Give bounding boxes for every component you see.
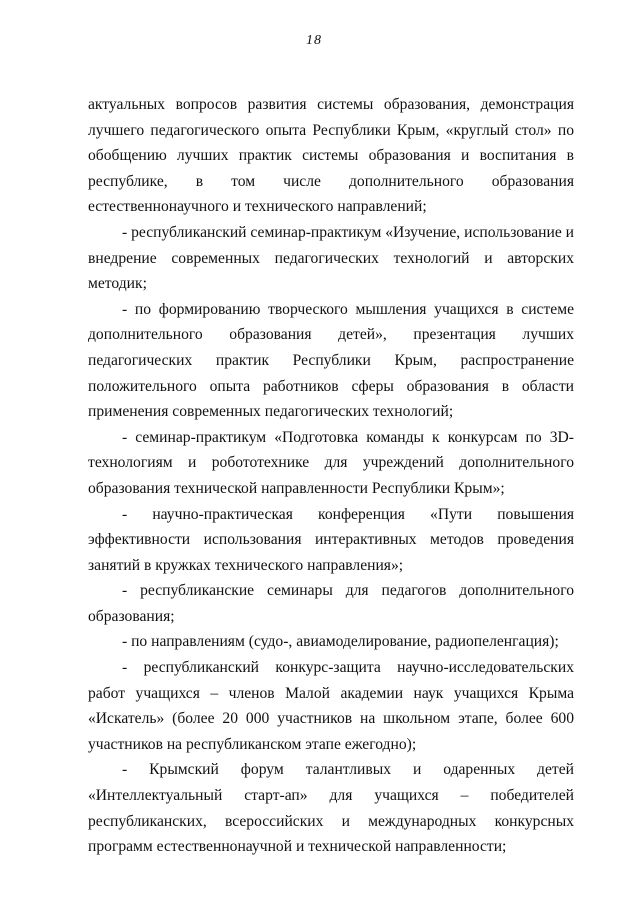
- page-number: 18: [306, 33, 322, 48]
- paragraph-directions: - по направлениям (судо-, авиамоделирование, радиопеленгация);: [122, 633, 559, 651]
- paragraph-conference: - научно-практическая конференция «Пути повышения эффективности использования интерактивных методов проведения занятий в кружках технического направления»;: [88, 505, 574, 574]
- paragraph-continuation: актуальных вопросов развития системы образования, демонстрация лучшего педагогического опыта Республики Крым, «круглый стол» по обобщению лучших практик системы образования и воспитания в республике, в том числе дополнительного образования естественнонаучного и технического направлений;: [88, 96, 574, 216]
- paragraph-seminars: - республиканские семинары для педагогов дополнительного образования;: [88, 582, 574, 625]
- paragraph-seminar-practicum: - республиканский семинар-практикум «Изучение, использование и внедрение современных педагогических технологий и авторских методик;: [88, 223, 574, 293]
- paragraph-creative-thinking: - по формированию творческого мышления учащихся в системе дополнительного образования детей», презентация лучших педагогических практик Республики Крым, распространение положительного опыта работников сферы образования в области применения современных педагогических технологий;: [88, 300, 574, 421]
- paragraph-3d-robotics: - семинар-практикум «Подготовка команды к конкурсам по 3D-технологиям и робототехнике для учреждений дополнительного образования технической направленности Республики Крым»;: [88, 428, 574, 497]
- paragraph-contest-iskatel: - республиканский конкурс-защита научно-исследовательских работ учащихся – членов Малой академии наук учащихся Крыма «Искатель» (более 20 000 участников на школьном этапе, более 600 участников на республиканском этапе ежегодно);: [88, 659, 574, 753]
- document-body: [88, 92, 574, 860]
- paragraph-crimean-forum: - Крымский форум талантливых и одаренных детей «Интеллектуальный старт-ап» для учащихся – победителей республиканских, всероссийских и международных конкурсных программ естественнонаучной и технической направленности;: [88, 761, 574, 856]
